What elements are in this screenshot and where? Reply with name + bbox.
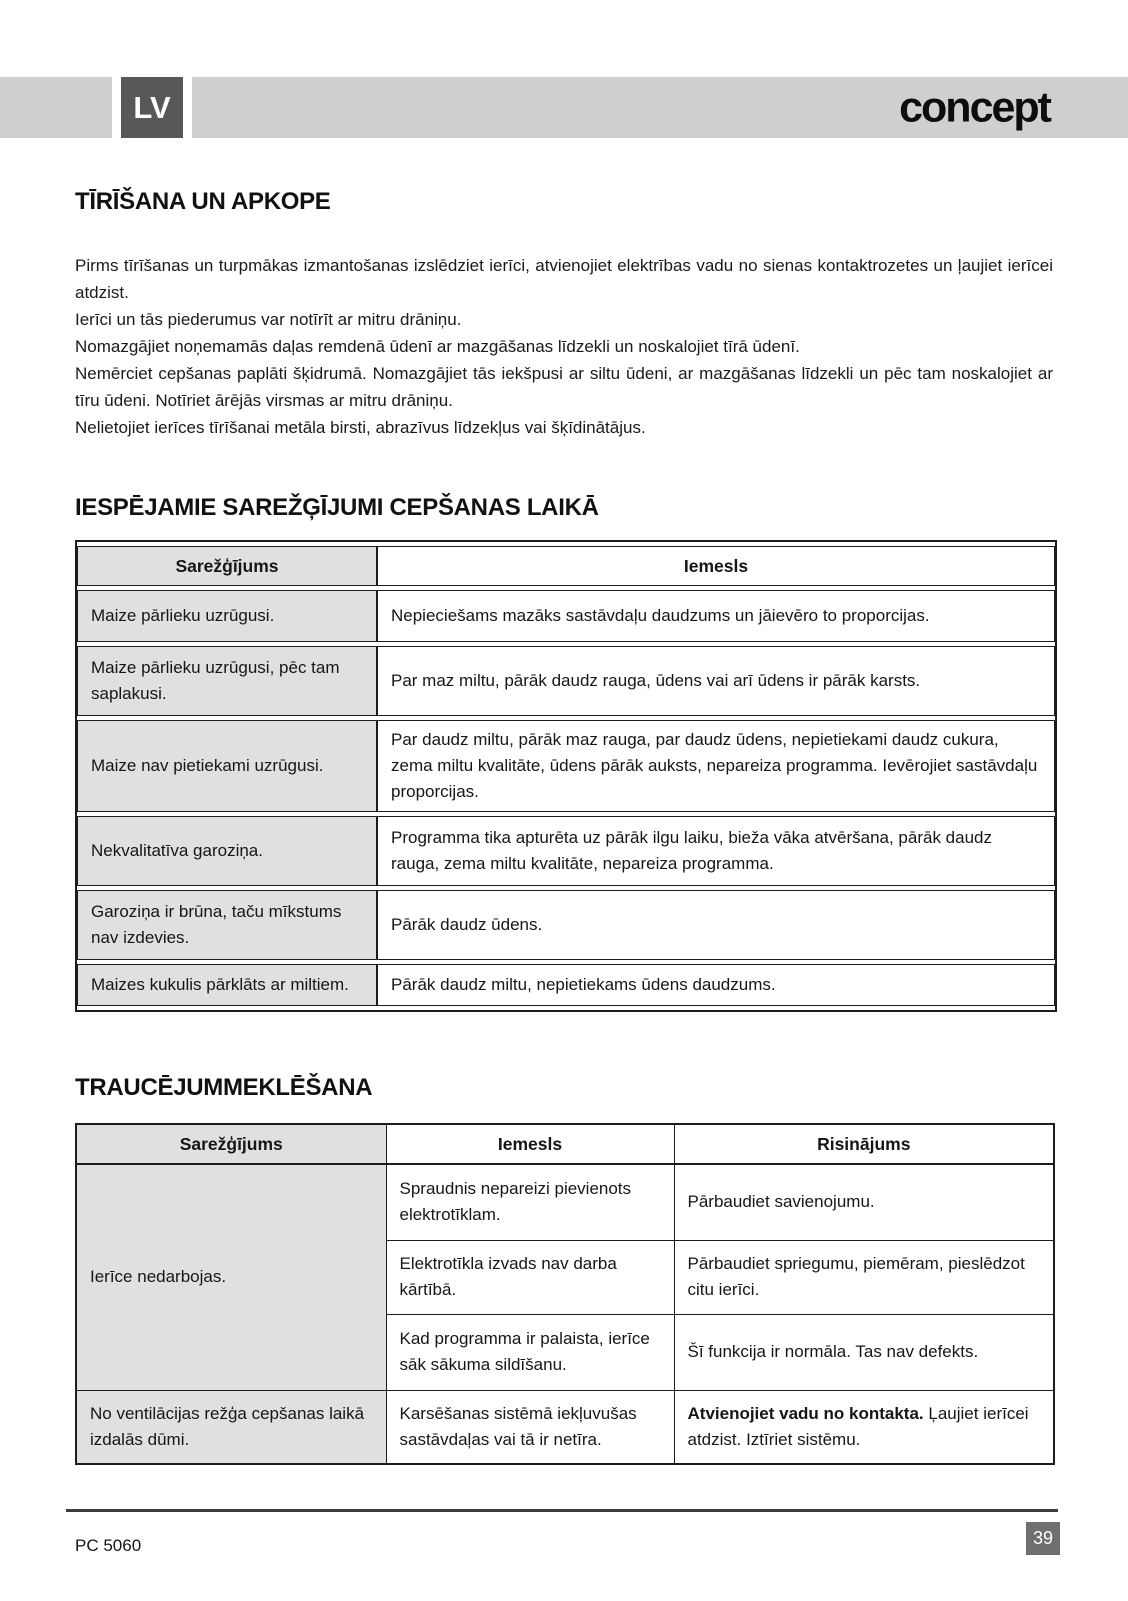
column-header-solution: Risinājums	[674, 1124, 1054, 1164]
solution-cell	[674, 1390, 1054, 1464]
problem-cell: Maize nav pietiekami uzrūgusi.	[77, 720, 377, 812]
cause-cell: Par daudz miltu, pārāk maz rauga, par daudz ūdens, nepietiekami daudz cukura, zema miltu kvalitāte, ūdens pārāk auksts, nepareiza programma. Ievērojiet sastāvdaļu proporcijas.	[377, 720, 1055, 812]
table-row	[77, 890, 1055, 960]
page-number-badge: 39	[1026, 1522, 1060, 1555]
baking-problems-table	[75, 540, 1057, 1012]
section-title-cleaning: TĪRĪŠANA UN APKOPE	[75, 188, 331, 215]
troubleshooting-table	[75, 1123, 1055, 1465]
cause-cell: Par maz miltu, pārāk daudz rauga, ūdens vai arī ūdens ir pārāk karsts.	[377, 646, 1055, 716]
cause-cell: Pārāk daudz miltu, nepietiekams ūdens daudzums.	[377, 964, 1055, 1006]
page-header-bar	[0, 77, 1128, 138]
cause-cell: Pārāk daudz ūdens.	[377, 890, 1055, 960]
cause-cell: Karsēšanas sistēmā iekļuvušas sastāvdaļas vai tā ir netīra.	[386, 1390, 674, 1464]
solution-text: Ļaujiet ierīcei atdzist. Iztīriet sistēmu.	[687, 1403, 1029, 1449]
section-title-baking-problems: IESPĒJAMIE SAREŽĢĪJUMI CEPŠANAS LAIKĀ	[75, 494, 599, 521]
language-badge-label: LV	[133, 89, 171, 125]
cleaning-paragraph: Nemērciet cepšanas paplāti šķidrumā. Nomazgājiet tās iekšpusi ar siltu ūdeni, ar mazgāšanas līdzekli un pēc tam noskalojiet ar tīru ūdeni. Notīriet ārējās virsmas ar mitru drāniņu.	[75, 364, 1053, 410]
cause-cell: Nepieciešams mazāks sastāvdaļu daudzums un jāievēro to proporcijas.	[377, 590, 1055, 642]
table-row	[77, 720, 1055, 812]
problem-cell: Maize pārlieku uzrūgusi.	[77, 590, 377, 642]
table-header-row	[77, 546, 1055, 586]
table-row	[77, 646, 1055, 716]
solution-cell: Pārbaudiet spriegumu, piemēram, pieslēdzot citu ierīci.	[674, 1240, 1054, 1314]
cleaning-instructions	[75, 252, 1053, 441]
table-row	[76, 1164, 1054, 1240]
table-header-row	[76, 1124, 1054, 1164]
cleaning-paragraph: Nomazgājiet noņemamās daļas remdenā ūdenī ar mazgāšanas līdzekli un noskalojiet tīrā ūdenī.	[75, 337, 800, 356]
footer-divider	[66, 1509, 1058, 1512]
table-row	[77, 590, 1055, 642]
solution-cell: Pārbaudiet savienojumu.	[674, 1164, 1054, 1240]
solution-cell: Šī funkcija ir normāla. Tas nav defekts.	[674, 1314, 1054, 1390]
problem-cell: Garoziņa ir brūna, taču mīkstums nav izdevies.	[77, 890, 377, 960]
cleaning-paragraph: Pirms tīrīšanas un turpmākas izmantošanas izslēdziet ierīci, atvienojiet elektrības vadu no sienas kontaktrozetes un ļaujiet ierīcei atdzist.	[75, 256, 1053, 302]
cause-cell: Kad programma ir palaista, ierīce sāk sākuma sildīšanu.	[386, 1314, 674, 1390]
cause-cell: Elektrotīkla izvads nav darba kārtībā.	[386, 1240, 674, 1314]
brand-logo: concept	[899, 83, 1050, 131]
cleaning-paragraph: Nelietojiet ierīces tīrīšanai metāla birsti, abrazīvus līdzekļus vai šķīdinātājus.	[75, 418, 646, 437]
cleaning-paragraph: Ierīci un tās piederumus var notīrīt ar mitru drāniņu.	[75, 310, 462, 329]
column-header-cause: Iemesls	[377, 546, 1055, 586]
problem-cell: No ventilācijas režģa cepšanas laikā izdalās dūmi.	[76, 1390, 386, 1464]
table-row	[77, 964, 1055, 1006]
table-row	[76, 1390, 1054, 1464]
language-badge	[112, 77, 192, 138]
model-number: PC 5060	[75, 1536, 142, 1555]
cause-cell: Programma tika apturēta uz pārāk ilgu laiku, bieža vāka atvēršana, pārāk daudz rauga, zema miltu kvalitāte, nepareiza programma.	[377, 816, 1055, 886]
column-header-problem: Sarežģījums	[76, 1124, 386, 1164]
problem-cell: Nekvalitatīva garoziņa.	[77, 816, 377, 886]
cause-cell: Spraudnis nepareizi pievienots elektrotīklam.	[386, 1164, 674, 1240]
column-header-problem: Sarežģījums	[77, 546, 377, 586]
problem-cell: Maize pārlieku uzrūgusi, pēc tam saplakusi.	[77, 646, 377, 716]
problem-cell: Maizes kukulis pārklāts ar miltiem.	[77, 964, 377, 1006]
section-title-troubleshooting: TRAUCĒJUMMEKLĒŠANA	[75, 1074, 373, 1101]
table-row	[77, 816, 1055, 886]
column-header-cause: Iemesls	[386, 1124, 674, 1164]
solution-bold-text: Atvienojiet vadu no kontakta.	[687, 1403, 924, 1423]
problem-cell: Ierīce nedarbojas.	[76, 1164, 386, 1390]
